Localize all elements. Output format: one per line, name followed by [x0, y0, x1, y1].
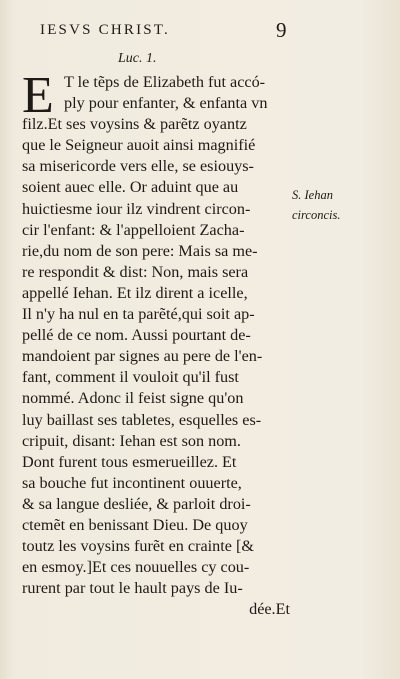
text-line: sa misericorde vers elle, se esiouys-: [22, 157, 254, 176]
text-line: T le tẽps de Elizabeth fut accó-: [64, 73, 266, 91]
margin-note-line: circoncis.: [292, 208, 341, 222]
margin-note: [292, 185, 340, 225]
text-line: rurent par tout le hault pays de Iu-: [22, 579, 243, 598]
text-line: ply pour enfanter, & enfanta vn: [64, 94, 268, 113]
text-line: mandoient par signes au pere de l'en-: [22, 347, 263, 366]
body-text: [22, 67, 290, 620]
text-line: toutz les voysins furẽt en crainte [&: [22, 537, 254, 556]
text-line: rie,du nom de son pere: Mais sa me-: [22, 241, 258, 260]
text-line: fant, comment il vouloit qu'il fust: [22, 368, 239, 387]
text-line: en esmoy.]Et ces nouuelles cy cou-: [22, 558, 250, 577]
text-line: ctemẽt en benissant Dieu. De quoy: [22, 515, 248, 534]
text-line: luy baillast ses tabletes, esquelles es-: [22, 410, 262, 429]
drop-capital: E: [22, 67, 54, 124]
text-line: nommé. Adonc il feist signe qu'on: [22, 389, 244, 408]
text-line: & sa langue desliée, & parloit droi-: [22, 494, 251, 513]
text-line: Dont furent tous esmerueillez. Et: [22, 452, 237, 471]
margin-note-line: S. Iehan: [292, 188, 333, 202]
text-line: sa bouche fut incontinent ouuerte,: [22, 473, 242, 492]
text-line: que le Seigneur auoit ainsi magnifié: [22, 136, 256, 155]
text-line: soient auec elle. Or aduint que au: [22, 178, 239, 197]
text-line: appellé Iehan. Et ilz dirent a icelle,: [22, 283, 248, 302]
text-line: re respondit & dist: Non, mais sera: [22, 262, 249, 281]
text-line: cir l'enfant: & l'appelloient Zacha-: [22, 220, 245, 239]
text-line: dée.Et: [249, 600, 290, 619]
chapter-reference: Luc. 1.: [118, 51, 157, 66]
text-line: pellé de ce nom. Aussi pourtant de-: [22, 326, 251, 345]
text-line: filz.Et ses voysins & parẽtz oyantz: [22, 115, 247, 134]
text-line: cripuit, disant: Iehan est son nom.: [22, 431, 241, 450]
text-line: huictiesme iour ilz vindrent circon-: [22, 199, 251, 218]
page-number: 9: [276, 18, 287, 42]
running-title: IESVS CHRIST.: [40, 22, 171, 38]
text-line: Il n'y ha nul en ta parẽté,qui soit ap-: [22, 305, 255, 324]
